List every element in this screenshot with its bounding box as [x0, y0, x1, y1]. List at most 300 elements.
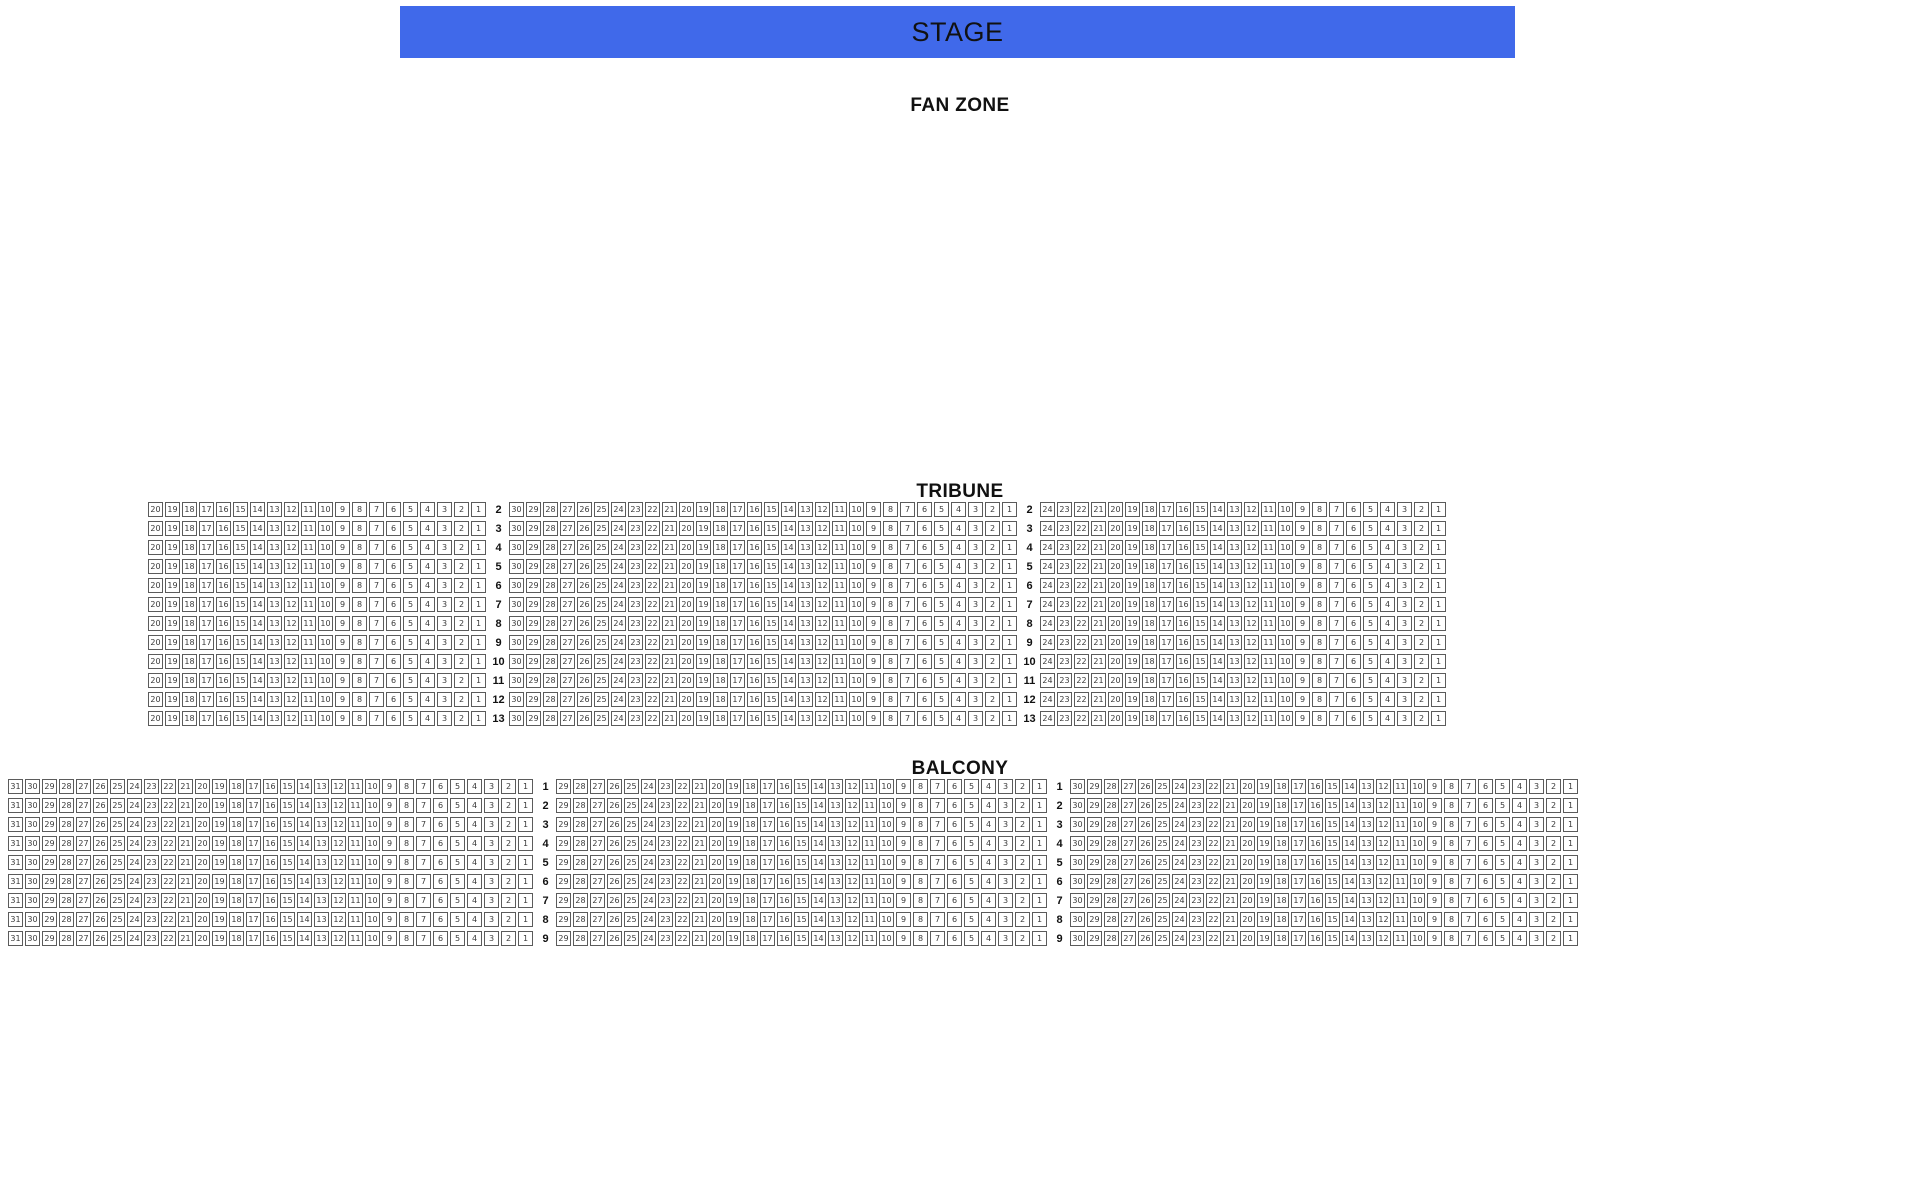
seat[interactable]: 6	[917, 597, 932, 612]
seat[interactable]: 16	[747, 711, 762, 726]
seat[interactable]: 12	[284, 673, 299, 688]
seat[interactable]: 24	[1040, 559, 1055, 574]
seat[interactable]: 10	[849, 692, 864, 707]
seat[interactable]: 1	[1563, 817, 1578, 832]
seat[interactable]: 12	[1244, 635, 1259, 650]
seat[interactable]: 30	[1070, 779, 1085, 794]
seat[interactable]: 15	[764, 616, 779, 631]
seat[interactable]: 26	[1138, 798, 1153, 813]
seat[interactable]: 20	[1108, 654, 1123, 669]
seat[interactable]: 9	[1427, 836, 1442, 851]
seat[interactable]: 31	[8, 779, 23, 794]
seat[interactable]: 8	[352, 597, 367, 612]
seat[interactable]: 19	[1257, 931, 1272, 946]
seat[interactable]: 18	[1274, 817, 1289, 832]
seat[interactable]: 17	[730, 578, 745, 593]
seat[interactable]: 22	[675, 931, 690, 946]
seat[interactable]: 11	[348, 912, 363, 927]
seat[interactable]: 13	[798, 521, 813, 536]
seat[interactable]: 4	[1512, 893, 1527, 908]
seat[interactable]: 18	[1142, 711, 1157, 726]
seat[interactable]: 5	[934, 559, 949, 574]
seat[interactable]: 20	[1240, 817, 1255, 832]
seat[interactable]: 15	[794, 874, 809, 889]
seat[interactable]: 6	[386, 540, 401, 555]
seat[interactable]: 2	[454, 692, 469, 707]
seat[interactable]: 2	[1546, 931, 1561, 946]
seat[interactable]: 15	[1325, 912, 1340, 927]
seat[interactable]: 11	[1393, 931, 1408, 946]
seat[interactable]: 11	[862, 855, 877, 870]
seat[interactable]: 3	[1529, 931, 1544, 946]
seat[interactable]: 10	[849, 559, 864, 574]
seat[interactable]: 9	[866, 597, 881, 612]
seat[interactable]: 7	[416, 817, 431, 832]
seat[interactable]: 27	[1121, 855, 1136, 870]
seat[interactable]: 26	[93, 912, 108, 927]
seat[interactable]: 25	[624, 836, 639, 851]
seat[interactable]: 5	[1363, 597, 1378, 612]
seat[interactable]: 7	[416, 798, 431, 813]
seat[interactable]: 13	[828, 779, 843, 794]
seat[interactable]: 5	[1495, 874, 1510, 889]
seat[interactable]: 21	[692, 855, 707, 870]
seat[interactable]: 2	[1414, 616, 1429, 631]
seat[interactable]: 22	[1206, 931, 1221, 946]
seat[interactable]: 21	[662, 635, 677, 650]
seat[interactable]: 10	[1278, 616, 1293, 631]
seat[interactable]: 15	[280, 855, 295, 870]
seat[interactable]: 19	[726, 779, 741, 794]
seat[interactable]: 6	[947, 912, 962, 927]
seat[interactable]: 17	[199, 654, 214, 669]
seat[interactable]: 23	[628, 578, 643, 593]
balcony-seat-map[interactable]	[8, 777, 1580, 948]
seat[interactable]: 5	[1363, 616, 1378, 631]
seat[interactable]: 1	[1032, 874, 1047, 889]
seat[interactable]: 9	[382, 836, 397, 851]
seat[interactable]: 22	[1074, 597, 1089, 612]
seat[interactable]: 13	[267, 692, 282, 707]
seat[interactable]: 18	[743, 817, 758, 832]
seat[interactable]: 22	[1206, 912, 1221, 927]
seat[interactable]: 14	[297, 912, 312, 927]
seat[interactable]: 2	[1015, 779, 1030, 794]
seat[interactable]: 19	[1125, 673, 1140, 688]
seat[interactable]: 29	[1087, 912, 1102, 927]
seat[interactable]: 16	[777, 855, 792, 870]
seat[interactable]: 3	[1529, 836, 1544, 851]
seat[interactable]: 1	[1002, 711, 1017, 726]
seat[interactable]: 8	[352, 521, 367, 536]
seat[interactable]: 4	[951, 559, 966, 574]
seat[interactable]: 25	[1155, 874, 1170, 889]
seat[interactable]: 9	[866, 540, 881, 555]
seat[interactable]: 16	[1176, 635, 1191, 650]
seat[interactable]: 21	[178, 912, 193, 927]
seat[interactable]: 15	[1193, 711, 1208, 726]
seat[interactable]: 16	[263, 779, 278, 794]
seat[interactable]: 3	[968, 692, 983, 707]
seat[interactable]: 23	[628, 521, 643, 536]
seat[interactable]: 17	[1159, 616, 1174, 631]
seat[interactable]: 17	[246, 855, 261, 870]
seat[interactable]: 25	[1155, 817, 1170, 832]
seat[interactable]: 12	[284, 692, 299, 707]
seat[interactable]: 17	[246, 779, 261, 794]
seat[interactable]: 8	[352, 502, 367, 517]
seat[interactable]: 22	[1206, 817, 1221, 832]
seat[interactable]: 11	[301, 616, 316, 631]
seat[interactable]: 25	[110, 798, 125, 813]
seat[interactable]: 20	[1108, 673, 1123, 688]
seat[interactable]: 17	[199, 578, 214, 593]
seat[interactable]: 8	[1312, 578, 1327, 593]
seat[interactable]: 11	[301, 559, 316, 574]
seat[interactable]: 2	[501, 855, 516, 870]
seat[interactable]: 15	[280, 779, 295, 794]
seat[interactable]: 25	[1155, 931, 1170, 946]
seat[interactable]: 21	[178, 779, 193, 794]
seat[interactable]: 17	[1291, 893, 1306, 908]
seat[interactable]: 27	[560, 540, 575, 555]
seat[interactable]: 10	[1278, 692, 1293, 707]
seat[interactable]: 12	[1244, 521, 1259, 536]
seat[interactable]: 5	[403, 616, 418, 631]
seat[interactable]: 6	[917, 616, 932, 631]
seat[interactable]: 9	[896, 893, 911, 908]
seat[interactable]: 7	[930, 912, 945, 927]
seat[interactable]: 12	[1244, 673, 1259, 688]
seat[interactable]: 10	[318, 540, 333, 555]
seat[interactable]: 23	[1057, 540, 1072, 555]
seat[interactable]: 1	[1002, 578, 1017, 593]
seat[interactable]: 29	[556, 874, 571, 889]
seat[interactable]: 29	[526, 521, 541, 536]
seat[interactable]: 28	[1104, 817, 1119, 832]
seat[interactable]: 8	[352, 578, 367, 593]
seat[interactable]: 1	[471, 673, 486, 688]
seat[interactable]: 26	[1138, 912, 1153, 927]
seat[interactable]: 4	[467, 931, 482, 946]
seat[interactable]: 11	[1393, 893, 1408, 908]
seat[interactable]: 1	[1431, 521, 1446, 536]
seat[interactable]: 7	[369, 597, 384, 612]
seat[interactable]: 22	[1074, 711, 1089, 726]
seat[interactable]: 13	[798, 673, 813, 688]
seat[interactable]: 4	[951, 635, 966, 650]
seat[interactable]: 23	[628, 692, 643, 707]
seat[interactable]: 17	[760, 893, 775, 908]
seat[interactable]: 9	[866, 502, 881, 517]
seat[interactable]: 22	[645, 711, 660, 726]
seat[interactable]: 17	[246, 893, 261, 908]
seat[interactable]: 24	[611, 692, 626, 707]
seat[interactable]: 7	[369, 673, 384, 688]
seat[interactable]: 26	[577, 540, 592, 555]
seat[interactable]: 30	[509, 597, 524, 612]
seat[interactable]: 5	[1495, 893, 1510, 908]
seat[interactable]: 8	[352, 654, 367, 669]
seat[interactable]: 5	[1363, 521, 1378, 536]
seat[interactable]: 3	[484, 817, 499, 832]
seat[interactable]: 3	[1529, 855, 1544, 870]
seat[interactable]: 20	[679, 559, 694, 574]
seat[interactable]: 18	[743, 893, 758, 908]
seat[interactable]: 2	[1414, 502, 1429, 517]
seat[interactable]: 19	[1257, 798, 1272, 813]
seat[interactable]: 26	[577, 521, 592, 536]
seat[interactable]: 5	[403, 711, 418, 726]
seat[interactable]: 23	[1057, 597, 1072, 612]
seat[interactable]: 2	[1015, 931, 1030, 946]
seat[interactable]: 4	[420, 673, 435, 688]
seat[interactable]: 27	[590, 836, 605, 851]
seat[interactable]: 24	[1172, 931, 1187, 946]
seat[interactable]: 24	[641, 798, 656, 813]
seat[interactable]: 2	[985, 597, 1000, 612]
seat[interactable]: 1	[518, 779, 533, 794]
seat[interactable]: 16	[747, 559, 762, 574]
seat[interactable]: 1	[1563, 779, 1578, 794]
seat[interactable]: 10	[1278, 711, 1293, 726]
seat[interactable]: 13	[798, 540, 813, 555]
seat[interactable]: 12	[331, 836, 346, 851]
seat[interactable]: 13	[798, 578, 813, 593]
seat[interactable]: 19	[165, 673, 180, 688]
seat[interactable]: 1	[1002, 559, 1017, 574]
seat[interactable]: 27	[1121, 798, 1136, 813]
seat[interactable]: 18	[1274, 855, 1289, 870]
seat[interactable]: 2	[454, 635, 469, 650]
seat[interactable]: 14	[781, 673, 796, 688]
seat[interactable]: 20	[1240, 798, 1255, 813]
seat[interactable]: 11	[832, 616, 847, 631]
seat[interactable]: 5	[450, 836, 465, 851]
seat[interactable]: 15	[1325, 836, 1340, 851]
seat[interactable]: 29	[556, 798, 571, 813]
seat[interactable]: 17	[760, 855, 775, 870]
seat[interactable]: 20	[195, 855, 210, 870]
seat[interactable]: 21	[178, 855, 193, 870]
seat[interactable]: 15	[764, 711, 779, 726]
seat[interactable]: 19	[212, 931, 227, 946]
seat[interactable]: 17	[760, 779, 775, 794]
seat[interactable]: 19	[1125, 597, 1140, 612]
seat[interactable]: 8	[1312, 635, 1327, 650]
seat[interactable]: 1	[1002, 692, 1017, 707]
seat[interactable]: 8	[352, 635, 367, 650]
seat[interactable]: 2	[454, 540, 469, 555]
seat[interactable]: 7	[369, 559, 384, 574]
seat[interactable]: 21	[1091, 502, 1106, 517]
seat[interactable]: 2	[985, 673, 1000, 688]
seat[interactable]: 10	[1278, 578, 1293, 593]
seat[interactable]: 30	[25, 836, 40, 851]
seat[interactable]: 7	[1329, 521, 1344, 536]
seat[interactable]: 5	[450, 817, 465, 832]
seat[interactable]: 20	[195, 798, 210, 813]
seat[interactable]: 1	[1002, 521, 1017, 536]
seat[interactable]: 13	[267, 559, 282, 574]
seat[interactable]: 16	[747, 540, 762, 555]
seat[interactable]: 14	[297, 893, 312, 908]
seat[interactable]: 2	[454, 654, 469, 669]
seat[interactable]: 20	[709, 817, 724, 832]
seat[interactable]: 6	[917, 654, 932, 669]
seat[interactable]: 24	[611, 673, 626, 688]
seat[interactable]: 7	[1329, 502, 1344, 517]
seat[interactable]: 28	[573, 931, 588, 946]
seat[interactable]: 10	[1410, 798, 1425, 813]
seat[interactable]: 14	[1342, 931, 1357, 946]
seat[interactable]: 18	[182, 711, 197, 726]
seat[interactable]: 10	[1278, 540, 1293, 555]
seat[interactable]: 29	[42, 874, 57, 889]
seat[interactable]: 9	[866, 616, 881, 631]
seat[interactable]: 17	[1159, 578, 1174, 593]
seat[interactable]: 12	[331, 912, 346, 927]
seat[interactable]: 12	[845, 817, 860, 832]
seat[interactable]: 9	[335, 521, 350, 536]
seat[interactable]: 5	[1363, 635, 1378, 650]
seat[interactable]: 17	[730, 692, 745, 707]
seat[interactable]: 9	[866, 692, 881, 707]
seat[interactable]: 30	[1070, 817, 1085, 832]
seat[interactable]: 20	[679, 635, 694, 650]
seat[interactable]: 20	[709, 779, 724, 794]
seat[interactable]: 1	[1563, 912, 1578, 927]
seat[interactable]: 15	[794, 931, 809, 946]
seat[interactable]: 23	[658, 874, 673, 889]
seat[interactable]: 2	[985, 635, 1000, 650]
seat[interactable]: 1	[1431, 502, 1446, 517]
seat[interactable]: 18	[1142, 635, 1157, 650]
seat[interactable]: 19	[1125, 711, 1140, 726]
seat[interactable]: 30	[509, 521, 524, 536]
seat[interactable]: 18	[743, 798, 758, 813]
seat[interactable]: 2	[1414, 559, 1429, 574]
seat[interactable]: 23	[1189, 931, 1204, 946]
seat[interactable]: 20	[1108, 711, 1123, 726]
seat[interactable]: 10	[1278, 597, 1293, 612]
seat[interactable]: 12	[1244, 502, 1259, 517]
seat[interactable]: 27	[1121, 912, 1136, 927]
seat[interactable]: 8	[352, 616, 367, 631]
seat[interactable]: 20	[148, 502, 163, 517]
seat[interactable]: 10	[879, 874, 894, 889]
seat[interactable]: 1	[518, 912, 533, 927]
seat[interactable]: 13	[1227, 673, 1242, 688]
seat[interactable]: 4	[467, 874, 482, 889]
seat[interactable]: 8	[1312, 711, 1327, 726]
seat[interactable]: 24	[1040, 521, 1055, 536]
seat[interactable]: 28	[543, 635, 558, 650]
seat[interactable]: 1	[1032, 931, 1047, 946]
seat[interactable]: 18	[713, 502, 728, 517]
seat[interactable]: 2	[454, 559, 469, 574]
seat[interactable]: 17	[199, 673, 214, 688]
seat[interactable]: 11	[301, 711, 316, 726]
seat[interactable]: 9	[866, 559, 881, 574]
seat[interactable]: 1	[471, 654, 486, 669]
seat[interactable]: 28	[573, 874, 588, 889]
seat[interactable]: 18	[182, 578, 197, 593]
seat[interactable]: 3	[968, 635, 983, 650]
seat[interactable]: 6	[1346, 578, 1361, 593]
seat[interactable]: 29	[556, 931, 571, 946]
seat[interactable]: 12	[331, 779, 346, 794]
seat[interactable]: 30	[1070, 798, 1085, 813]
seat[interactable]: 24	[1172, 855, 1187, 870]
seat[interactable]: 11	[1261, 597, 1276, 612]
seat[interactable]: 11	[301, 521, 316, 536]
seat[interactable]: 22	[161, 855, 176, 870]
seat[interactable]: 7	[1461, 912, 1476, 927]
seat[interactable]: 9	[382, 817, 397, 832]
seat[interactable]: 7	[416, 836, 431, 851]
seat[interactable]: 11	[301, 673, 316, 688]
seat[interactable]: 29	[42, 779, 57, 794]
seat[interactable]: 27	[590, 779, 605, 794]
seat[interactable]: 2	[1546, 912, 1561, 927]
seat[interactable]: 13	[1359, 912, 1374, 927]
seat[interactable]: 18	[1274, 798, 1289, 813]
seat[interactable]: 18	[182, 616, 197, 631]
seat[interactable]: 30	[509, 692, 524, 707]
seat[interactable]: 3	[1529, 874, 1544, 889]
seat[interactable]: 24	[1040, 635, 1055, 650]
seat[interactable]: 16	[263, 893, 278, 908]
seat[interactable]: 9	[335, 578, 350, 593]
seat[interactable]: 8	[1444, 779, 1459, 794]
seat[interactable]: 27	[76, 855, 91, 870]
seat[interactable]: 17	[730, 521, 745, 536]
seat[interactable]: 18	[713, 673, 728, 688]
seat[interactable]: 27	[76, 817, 91, 832]
seat[interactable]: 16	[777, 931, 792, 946]
seat[interactable]: 7	[1329, 597, 1344, 612]
seat[interactable]: 17	[1159, 559, 1174, 574]
seat[interactable]: 1	[1032, 798, 1047, 813]
seat[interactable]: 21	[1091, 673, 1106, 688]
seat[interactable]: 17	[1291, 855, 1306, 870]
seat[interactable]: 6	[1478, 912, 1493, 927]
seat[interactable]: 5	[1363, 559, 1378, 574]
seat[interactable]: 17	[1291, 874, 1306, 889]
seat[interactable]: 10	[365, 931, 380, 946]
seat[interactable]: 5	[403, 654, 418, 669]
seat[interactable]: 22	[161, 874, 176, 889]
seat[interactable]: 2	[454, 502, 469, 517]
seat[interactable]: 16	[1308, 798, 1323, 813]
seat[interactable]: 2	[1414, 521, 1429, 536]
seat[interactable]: 16	[1176, 673, 1191, 688]
seat[interactable]: 25	[110, 912, 125, 927]
seat[interactable]: 16	[216, 597, 231, 612]
seat[interactable]: 6	[947, 836, 962, 851]
seat[interactable]: 7	[930, 817, 945, 832]
seat[interactable]: 30	[509, 559, 524, 574]
seat[interactable]: 26	[577, 559, 592, 574]
seat[interactable]: 9	[866, 654, 881, 669]
seat[interactable]: 15	[1193, 540, 1208, 555]
seat[interactable]: 3	[1397, 692, 1412, 707]
seat[interactable]: 15	[764, 654, 779, 669]
seat[interactable]: 29	[526, 502, 541, 517]
seat[interactable]: 4	[420, 692, 435, 707]
seat[interactable]: 20	[195, 836, 210, 851]
